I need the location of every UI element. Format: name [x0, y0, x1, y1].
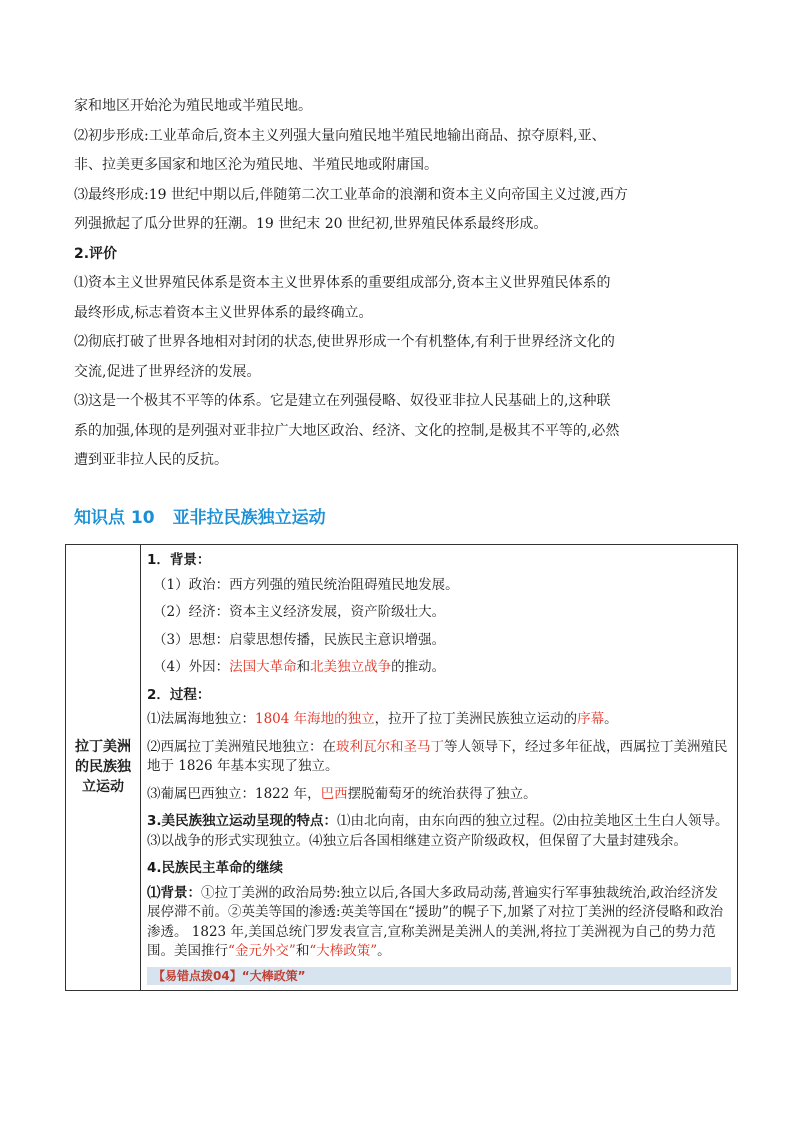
content-cell: [141, 545, 738, 991]
text-segment: ⑴由北向南，由东向西的独立过程。⑵由拉美地区土生白人领导。⑶以战争的形式实现独立。⑷独立后各国相继建立资产阶级政权，但保留了大量封建残余。: [147, 813, 729, 849]
highlight-text: 北美独立战争: [310, 659, 392, 675]
section-heading-evaluation: 2.评价: [74, 245, 118, 262]
knowledge-table: [65, 544, 738, 991]
text-segment: 摆脱葡萄牙的统治获得了独立。: [347, 785, 537, 802]
text-segment: ⑶葡属巴西独立：1822 年，: [147, 785, 321, 802]
intro-line: ⑶最终形成:19 世纪中期以后,伴随第二次工业革命的浪潮和资本主义向帝国主义过渡,西方: [74, 186, 628, 203]
text-segment: 和: [296, 659, 311, 675]
error-tip-banner: 【易错点拨04】“大棒政策”: [147, 967, 731, 985]
intro-line: ⑵初步形成:工业革命后,资本主义列强大量向殖民地半殖民地输出商品、掠夺原料,亚、: [74, 127, 606, 144]
intro-line: 遭到亚非拉人民的反抗。: [74, 452, 228, 468]
intro-line: 非、拉美更多国家和地区沦为殖民地、半殖民地或附庸国。: [74, 157, 438, 173]
highlight-text: 法国大革命: [229, 659, 297, 675]
knowledge-point-number: 知识点 10: [74, 508, 155, 528]
text-segment: ，拉开了拉丁美洲民族独立运动的: [374, 711, 578, 727]
intro-line: 列强掀起了瓜分世界的狂潮。19 世纪末 20 世纪初,世界殖民体系最终形成。: [74, 216, 548, 232]
process-item: [147, 738, 731, 777]
background-item: （3）思想：启蒙思想传播，民族民主意识增强。: [153, 631, 446, 648]
intro-line: 最终形成,标志着资本主义世界体系的最终确立。: [74, 304, 373, 321]
text-segment: 的推动。: [391, 659, 446, 675]
text-segment: （4）外因：: [153, 659, 230, 675]
text-segment: ⑴法属海地独立：: [147, 711, 255, 727]
highlight-text: “金元外交”: [228, 943, 296, 959]
intro-line: ⑵彻底打破了世界各地相对封闭的状态,使世界形成一个有机整体,有利于世界经济文化的: [74, 334, 615, 350]
background-item: （1）政治：西方列强的殖民统治阻碍殖民地发展。: [153, 576, 459, 593]
text-segment: 和: [295, 943, 310, 959]
intro-line: 系的加强,体现的是列强对亚非拉广大地区政治、经济、文化的控制,是极其不平等的,必然: [74, 422, 620, 439]
knowledge-point-title: 亚非拉民族独立运动: [172, 508, 326, 528]
text-segment: ①拉丁美洲的政治局势:独立以后,各国大多政局动荡,普遍实行军事独裁统治,政治经济发展停滞不前。②英美等国的渗透:英美等国在“援助”的幌子下,加紧了对拉丁美洲的经济侵略和政治渗透。 1823 年,美国总统门罗发表宣言,宣称美洲是美洲人的美洲,将拉丁美洲视为自己的势力范围。美国推行: [147, 884, 724, 959]
text-segment: 。: [377, 943, 391, 959]
text-segment: 。: [604, 711, 618, 727]
text-segment: 等人领导下，经过多年征战，西属拉丁美洲殖民地于 1826 年基本实现了独立。: [147, 738, 728, 774]
process-heading: 2．过程：: [147, 686, 211, 703]
highlight-text: 序幕: [577, 711, 605, 727]
continuation-background-label: ⑴背景：: [147, 884, 201, 901]
knowledge-point-heading: [74, 503, 326, 528]
highlight-text: “大棒政策”: [309, 943, 378, 959]
highlight-text: 玻利瓦尔和圣马丁: [336, 738, 444, 755]
continuation-heading: 4.民族民主革命的继续: [147, 860, 284, 876]
intro-line: 交流,促进了世界经济的发展。: [74, 363, 261, 380]
process-item: [147, 710, 731, 730]
features-paragraph: [147, 812, 731, 851]
topic-cell: 拉丁美洲的民族独立运动: [66, 545, 141, 991]
text-segment: ⑵西属拉丁美洲殖民地独立：在: [147, 738, 336, 755]
features-heading: 3.美民族独立运动呈现的特点：: [147, 813, 338, 829]
intro-line: 家和地区开始沦为殖民地或半殖民地。: [74, 98, 312, 114]
intro-text: [74, 92, 734, 476]
background-heading: 1．背景：: [147, 552, 211, 568]
highlight-text: 巴西: [320, 785, 348, 802]
intro-line: ⑴资本主义世界殖民体系是资本主义世界体系的重要组成部分,资本主义世界殖民体系的: [74, 275, 611, 291]
intro-line: ⑶这是一个极其不平等的体系。它是建立在列强侵略、奴役亚非拉人民基础上的,这种联: [74, 393, 611, 409]
background-item: （2）经济：资本主义经济发展，资产阶级壮大。: [153, 604, 446, 620]
highlight-text: 1804 年海地的独立: [255, 711, 375, 727]
background-item: [147, 658, 731, 678]
process-item: [147, 785, 731, 805]
continuation-paragraph: [147, 884, 731, 962]
